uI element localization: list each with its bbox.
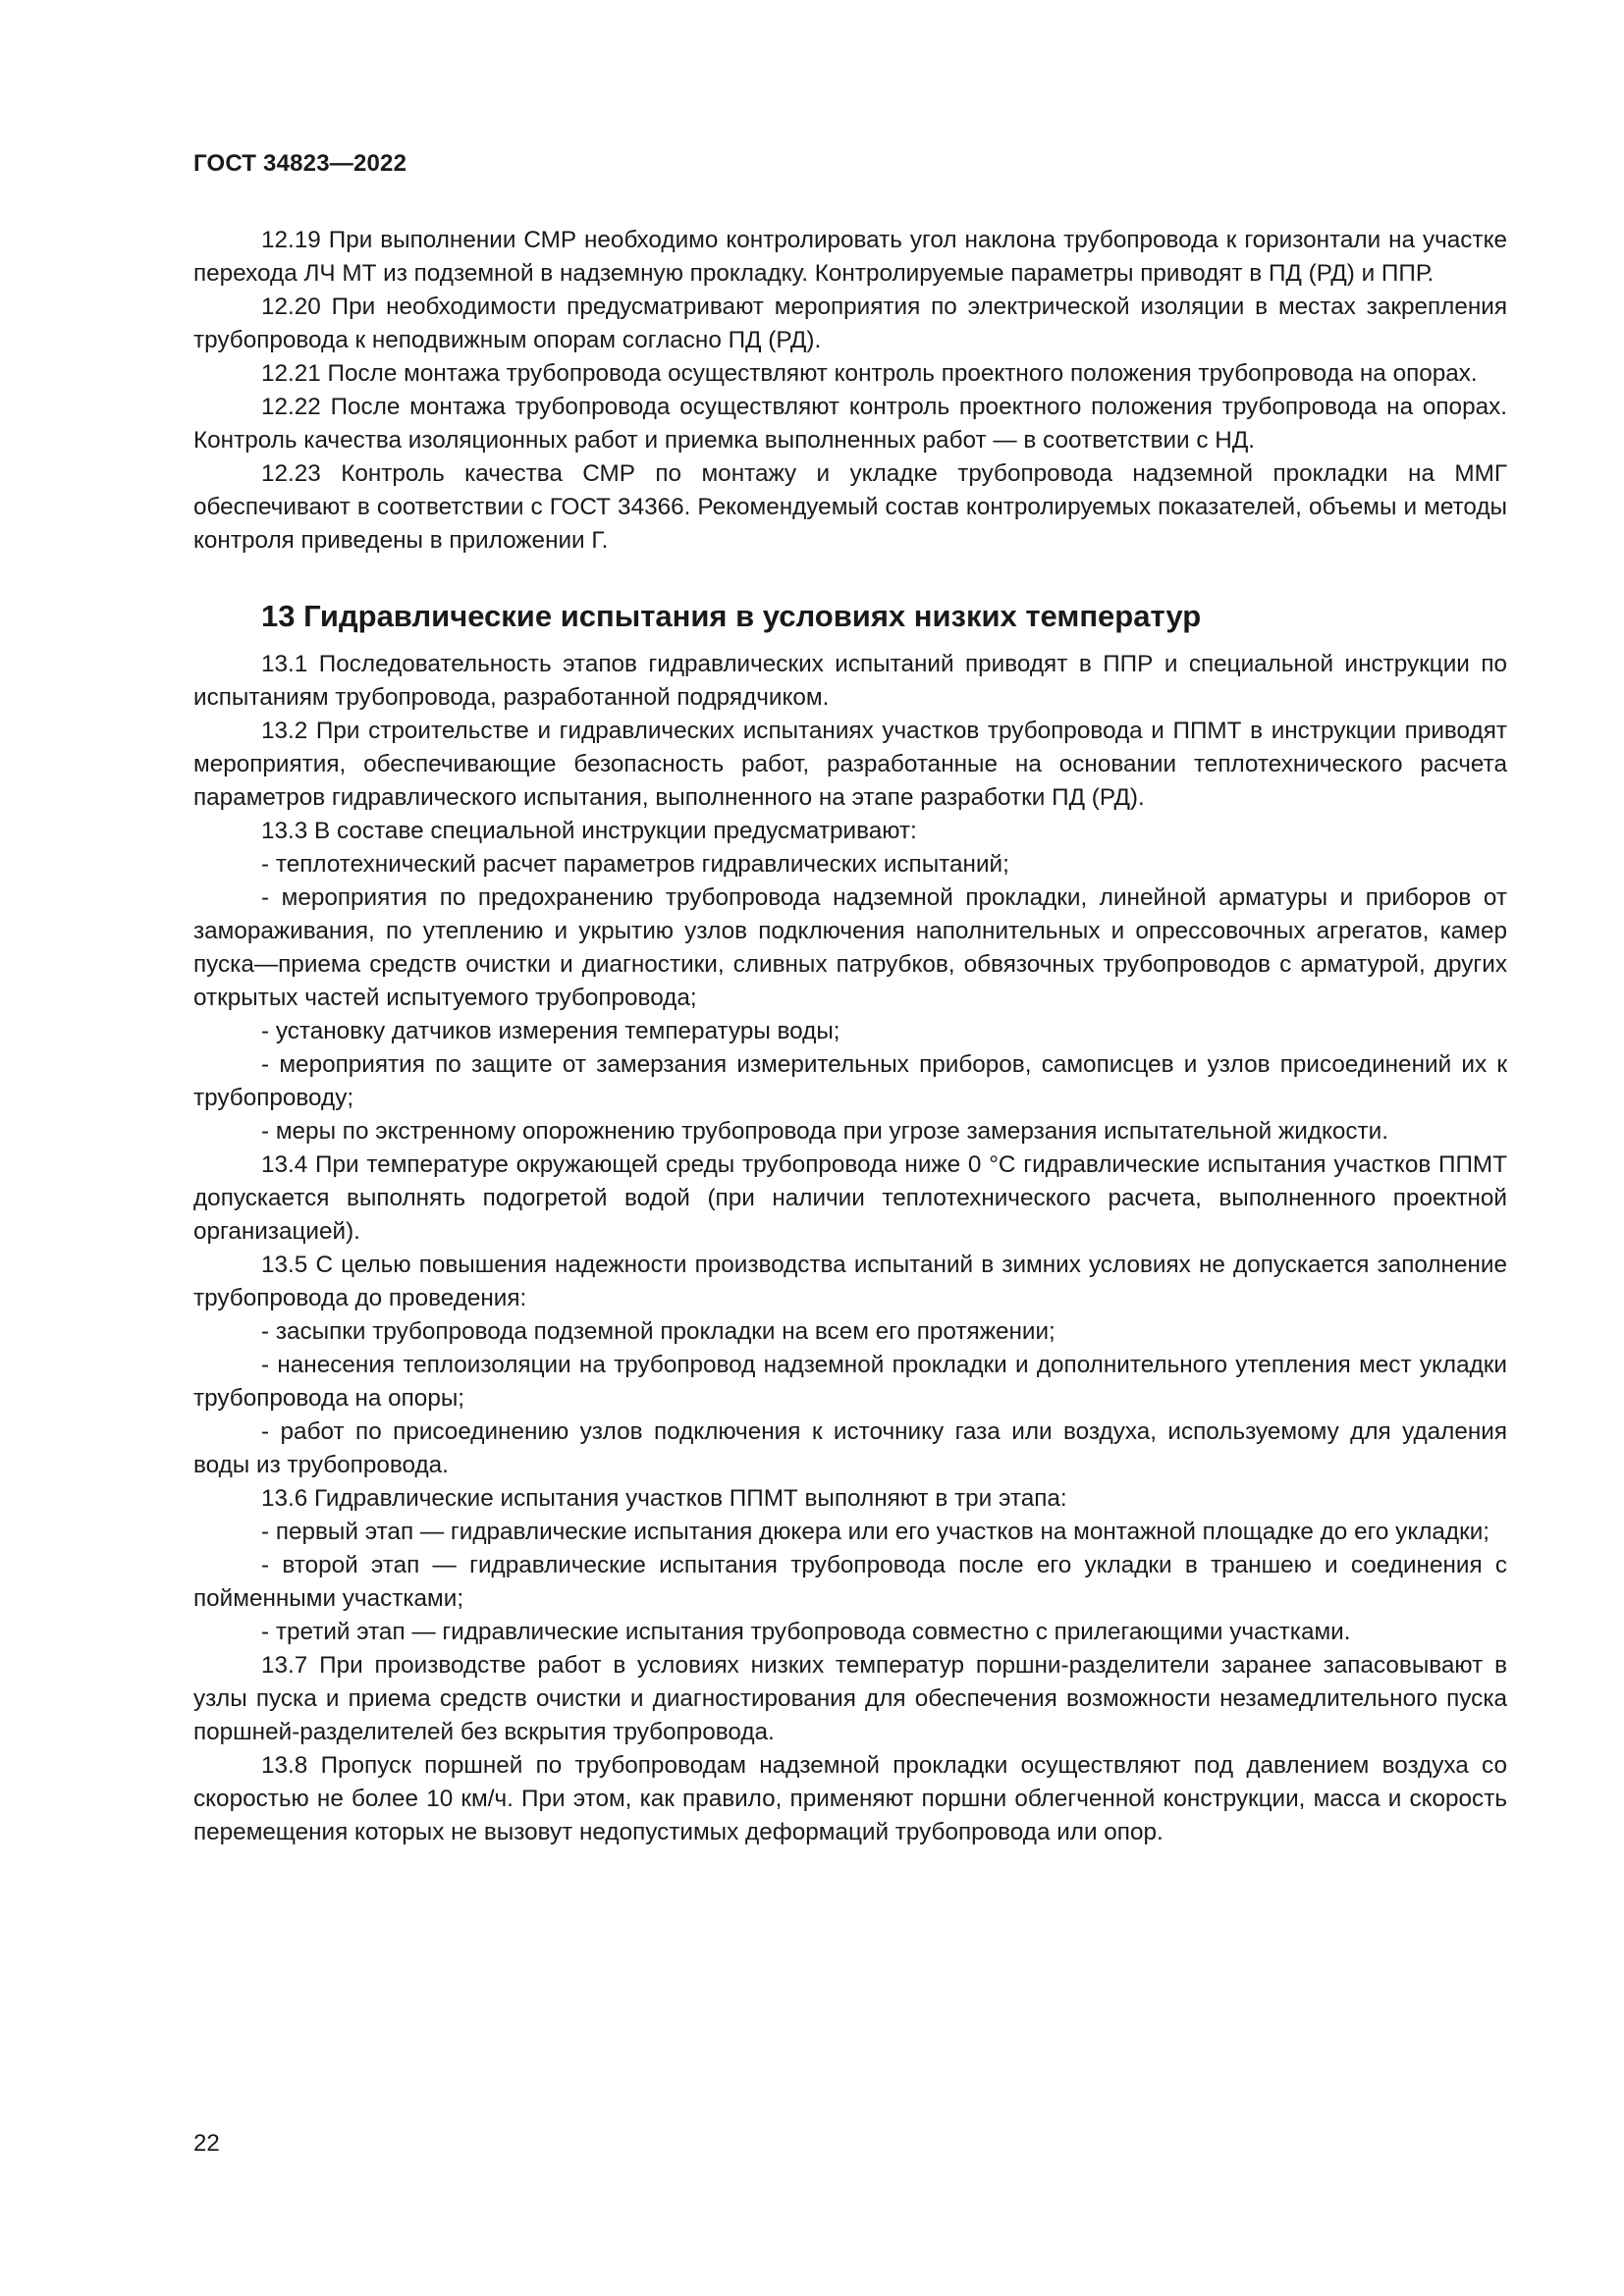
- paragraph-13-3: 13.3 В составе специальной инструкции предусматривают:: [261, 818, 917, 844]
- list-item: - нанесения теплоизоляции на трубопровод надземной прокладки и дополнительного утепления мест укладки трубопровода на опоры;: [193, 1352, 1507, 1412]
- list-item: - первый этап — гидравлические испытания дюкера или его участков на монтажной площадке до его укладки;: [261, 1519, 1490, 1545]
- paragraph-13-6: 13.6 Гидравлические испытания участков ППМТ выполняют в три этапа:: [261, 1485, 1067, 1512]
- paragraph-13-1: 13.1 Последовательность этапов гидравлических испытаний приводят в ППР и специальной инструкции по испытаниям трубопровода, разработанной подрядчиком.: [193, 651, 1507, 711]
- document-body: [193, 224, 1507, 1849]
- page-number: 22: [193, 2130, 220, 2157]
- paragraph-13-2: 13.2 При строительстве и гидравлических испытаниях участков трубопровода и ППМТ в инструкции приводят мероприятия, обеспечивающие безопасность работ, разработанные на основании теплотехнического расчета параметров гидравлического испытания, выполненного на этапе разработки ПД (РД).: [193, 718, 1507, 811]
- paragraph-13-4: 13.4 При температуре окружающей среды трубопровода ниже 0 °С гидравлические испытания участков ППМТ допускается выполнять подогретой водой (при наличии теплотехнического расчета, выполненного проектной организацией).: [193, 1151, 1507, 1245]
- list-item: - мероприятия по защите от замерзания измерительных приборов, самописцев и узлов присоединений их к трубопроводу;: [193, 1051, 1507, 1111]
- paragraph-12-19: 12.19 При выполнении СМР необходимо контролировать угол наклона трубопровода к горизонтали на участке перехода ЛЧ МТ из подземной в надземную прокладку. Контролируемые параметры приводят в ПД (РД) и ППР.: [193, 227, 1507, 287]
- document-header: ГОСТ 34823—2022: [193, 150, 407, 177]
- paragraph-12-23: 12.23 Контроль качества СМР по монтажу и укладке трубопровода надземной прокладки на ММГ обеспечивают в соответствии с ГОСТ 34366. Рекомендуемый состав контролируемых показателей, объемы и методы контроля приведены в приложении Г.: [193, 460, 1507, 554]
- paragraph-12-20: 12.20 При необходимости предусматривают мероприятия по электрической изоляции в местах закрепления трубопровода к неподвижным опорам согласно ПД (РД).: [193, 294, 1507, 353]
- list-item: - теплотехнический расчет параметров гидравлических испытаний;: [261, 851, 1009, 878]
- list-item: - меры по экстренному опорожнению трубопровода при угрозе замерзания испытательной жидкости.: [261, 1118, 1388, 1145]
- list-item: - третий этап — гидравлические испытания трубопровода совместно с прилегающими участками.: [261, 1619, 1351, 1645]
- list-item: - засыпки трубопровода подземной прокладки на всем его протяжении;: [261, 1318, 1056, 1345]
- paragraph-12-21: 12.21 После монтажа трубопровода осуществляют контроль проектного положения трубопровода на опорах.: [261, 360, 1478, 387]
- paragraph-12-22: 12.22 После монтажа трубопровода осуществляют контроль проектного положения трубопровода на опорах. Контроль качества изоляционных работ и приемка выполненных работ — в соответствии с НД.: [193, 394, 1507, 454]
- list-item: - установку датчиков измерения температуры воды;: [261, 1018, 840, 1044]
- section-13-heading: 13 Гидравлические испытания в условиях низких температур: [261, 599, 1202, 633]
- list-item: - мероприятия по предохранению трубопровода надземной прокладки, линейной арматуры и приборов от замораживания, по утеплению и укрытию узлов подключения наполнительных и опрессовочных агрегатов, камер пуска—приема средств очистки и диагностики, сливных патрубков, обвязочных трубопроводов с арматурой, других открытых частей испытуемого трубопровода;: [193, 884, 1507, 1011]
- paragraph-13-8: 13.8 Пропуск поршней по трубопроводам надземной прокладки осуществляют под давлением воздуха со скоростью не более 10 км/ч. При этом, как правило, применяют поршни облегченной конструкции, масса и скорость перемещения которых не вызовут недопустимых деформаций трубопровода или опор.: [193, 1752, 1507, 1845]
- paragraph-13-5: 13.5 С целью повышения надежности производства испытаний в зимних условиях не допускается заполнение трубопровода до проведения:: [193, 1252, 1507, 1311]
- list-item: - работ по присоединению узлов подключения к источнику газа или воздуха, используемому для удаления воды из трубопровода.: [193, 1418, 1507, 1478]
- list-item: - второй этап — гидравлические испытания трубопровода после его укладки в траншею и соединения с пойменными участками;: [193, 1552, 1507, 1612]
- paragraph-13-7: 13.7 При производстве работ в условиях низких температур поршни-разделители заранее запасовывают в узлы пуска и приема средств очистки и диагностирования для обеспечения возможности незамедлительного пуска поршней-разделителей без вскрытия трубопровода.: [193, 1652, 1507, 1745]
